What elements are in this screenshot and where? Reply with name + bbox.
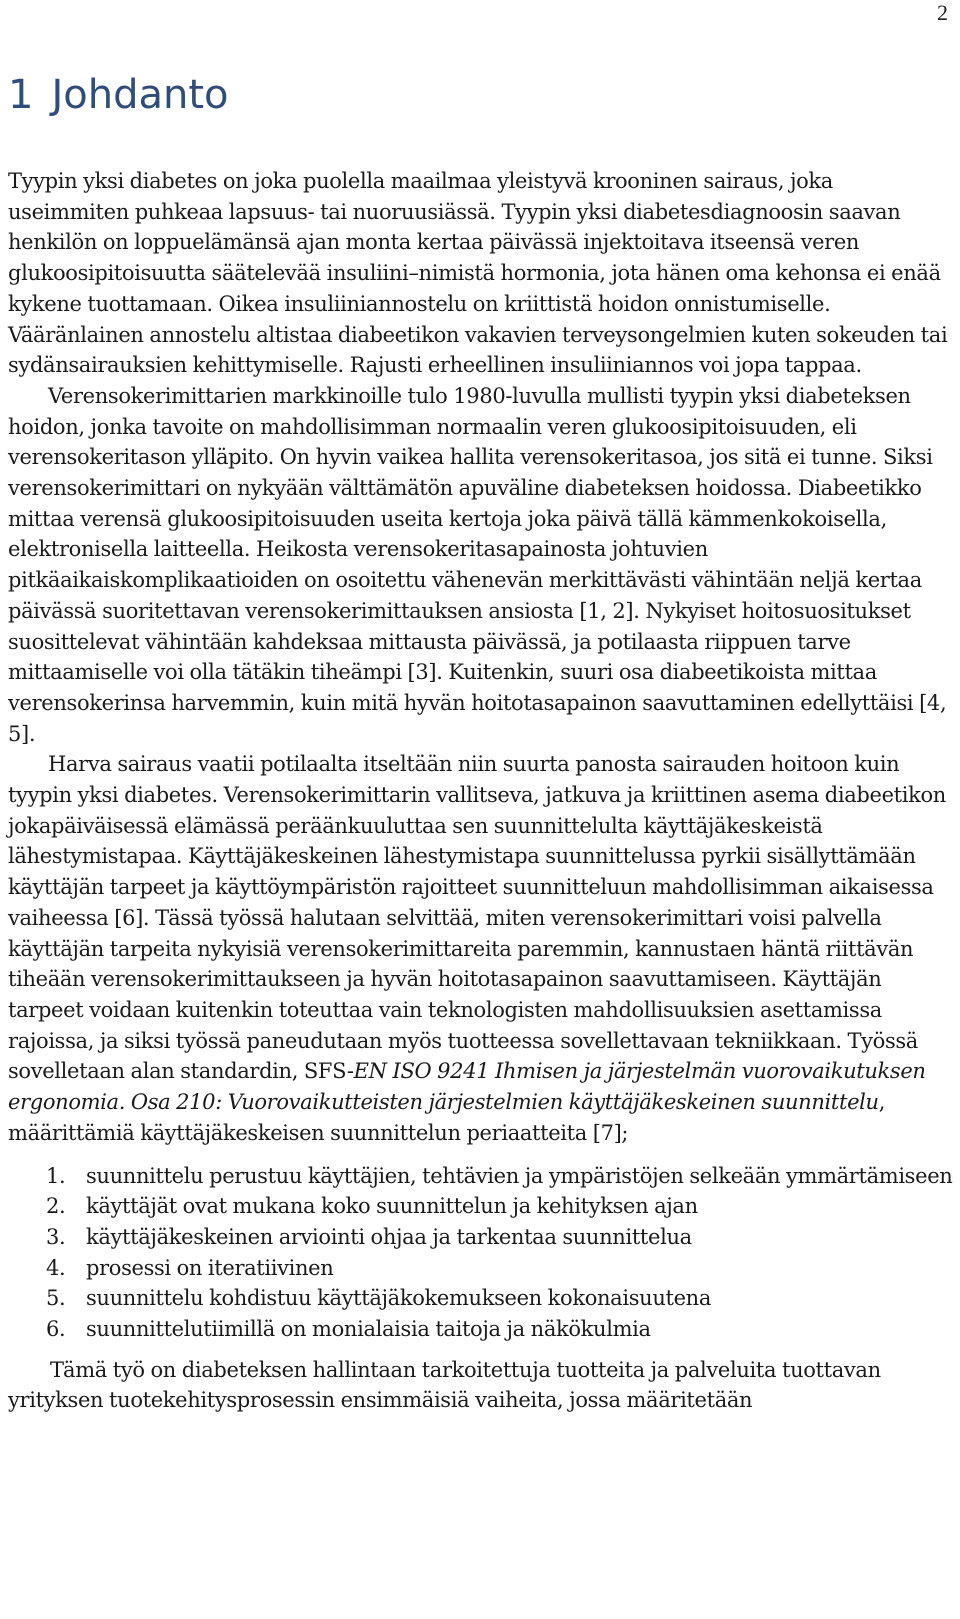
list-marker: 5. <box>46 1286 66 1311</box>
list-item <box>8 1222 958 1253</box>
list-item <box>8 1191 958 1222</box>
list-item <box>8 1161 958 1192</box>
list-item-text: prosessi on iteratiivinen <box>86 1255 334 1280</box>
list-item-text: suunnittelutiimillä on monialaisia taitoja ja näkökulmia <box>86 1317 651 1342</box>
section-title: Johdanto <box>51 72 229 118</box>
list-item <box>8 1314 958 1345</box>
list-marker: 2. <box>46 1194 66 1219</box>
paragraph-glucose-meters: Verensokerimittarien markkinoille tulo 1980-luvulla mullisti tyypin yksi diabeteksen hoidon, jonka tavoite on mahdollisimman normaalin veren glukoosipitoisuuden, eli verensokeritason ylläpito. On hyvin vaikea hallita verensokeritasoa, jos sitä ei tunne. Siksi verensokerimittari on nykyään välttämätön apuväline diabeteksen hoidossa. Diabeetikko mittaa verensä glukoosipitoisuuden useita kertoja joka päivä tällä kämmenkokoisella, elektronisella laitteella. Heikosta verensokeritasapainosta johtuvien pitkäaikaiskomplikaatioiden on osoitettu vähenevän merkittävästi vähintään neljä kertaa päivässä suoritettavan verensokerimittauksen ansiosta [1, 2]. Nykyiset hoitosuositukset suosittelevat vähintään kahdeksaa mittausta päivässä, ja potilaasta riippuen tarve mittaamiselle voi olla tätäkin tiheämpi [3]. Kuitenkin, suuri osa diabeetikoista mittaa verensokerinsa harvemmin, kuin mitä hyvän hoitotasapainon saavuttaminen edellyttäisi [4, 5]. <box>8 383 947 746</box>
list-item-text: suunnittelu perustuu käyttäjien, tehtävien ja ympäristöjen selkeään ymmärtämiseen <box>86 1163 953 1188</box>
list-item-text: käyttäjät ovat mukana koko suunnittelun ja kehityksen ajan <box>86 1194 698 1219</box>
list-item-text: käyttäjäkeskeinen arviointi ohjaa ja tarkentaa suunnittelua <box>86 1224 692 1249</box>
paragraph-intro: Tyypin yksi diabetes on joka puolella maailmaa yleistyvä krooninen sairaus, joka useimmiten puhkeaa lapsuus- tai nuoruusiässä. Tyypin yksi diabetesdiagnoosin saavan henkilön on loppuelämänsä ajan monta kertaa päivässä injektoitava itseensä veren glukoosipitoisuutta säätelevää insuliini–nimistä hormonia, jota hänen oma kehonsa ei enää kykene tuottamaan. Oikea insuliiniannostelu on kriittistä hoidon onnistumiselle. Vääränlainen annostelu altistaa diabeetikon vakavien terveysongelmien kuten sokeuden tai sydänsairauksien kehittymiselle. Rajusti erheellinen insuliiniannos voi jopa tappaa. <box>8 169 948 378</box>
list-marker: 6. <box>46 1317 66 1342</box>
list-marker: 3. <box>46 1224 66 1249</box>
list-marker: 4. <box>46 1255 66 1280</box>
paragraph-text: Harva sairaus vaatii potilaalta itseltään niin suurta panosta sairauden hoitoon kuin tyypin yksi diabetes. Verensokerimittarin vallitseva, jatkuva ja kriittinen asema diabeetikon jokapäiväisessä elämässä peräänkuuluttaa sen suunnittelulta käyttäjäkeskeistä lähestymistapaa. Käyttäjäkeskeinen lähestymistapa suunnittelussa pyrkii sisällyttämään käyttäjän tarpeet ja käyttöympäristön rajoitteet suunnitteluun mahdollisimman aikaisessa vaiheessa [6]. Tässä työssä halutaan selvittää, miten verensokerimittari voisi palvella käyttäjän tarpeita nykyisiä verensokerimittareita paremmin, kannustaen häntä riittävän tiheään verensokerimittaukseen ja hyvän hoitotasapainon saavuttamiseen. Käyttäjän tarpeet voidaan kuitenkin toteuttaa vain teknologisten mahdollisuuksien asettamissa rajoissa, ja siksi työssä paneudutaan myös tuotteessa sovellettavaan tekniikkaan. Työssä sovelletaan alan standardin, SFS- <box>8 752 946 1084</box>
paragraph-user-centered <box>8 749 958 1148</box>
paragraph-text: , määrittämiä käyttäjäkeskeisen suunnittelun periaatteita [7]; <box>8 1090 886 1145</box>
list-item-text: suunnittelu kohdistuu käyttäjäkokemukseen kokonaisuutena <box>86 1286 711 1311</box>
body-text <box>8 166 958 1416</box>
section-heading <box>8 72 228 118</box>
standard-title: EN ISO 9241 Ihmisen ja järjestelmän vuorovaikutuksen ergonomia. Osa 210: Vuorovaikutteisten järjestelmien käyttäjäkeskeinen suunnittelu <box>8 1059 926 1115</box>
list-item <box>8 1253 958 1284</box>
page-number: 2 <box>937 0 948 25</box>
list-item <box>8 1283 958 1314</box>
paragraph-closing: Tämä työ on diabeteksen hallintaan tarkoitettuja tuotteita ja palveluita tuottavan yrityksen tuotekehitysprosessin ensimmäisiä vaiheita, jossa määritetään <box>8 1357 881 1413</box>
list-marker: 1. <box>46 1163 66 1188</box>
section-number: 1 <box>8 72 34 118</box>
principles-list <box>8 1161 958 1345</box>
